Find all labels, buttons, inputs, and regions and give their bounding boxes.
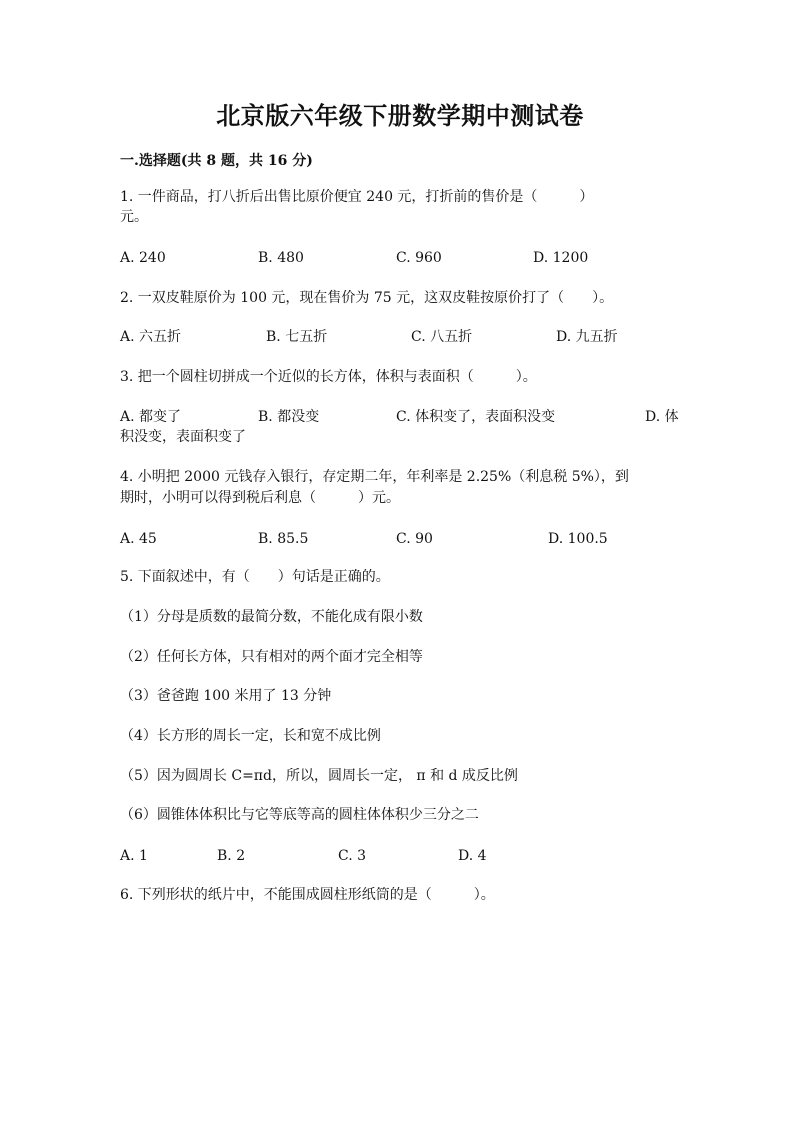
question-2-option-a: A. 六五折 <box>120 329 182 345</box>
question-5-statement-6: （6）圆锥体体积比与它等底等高的圆柱体体积少三分之二 <box>120 807 479 823</box>
question-3-option-d-cont: 积没变，表面积变了 <box>120 429 246 445</box>
question-1-option-c: C. 960 <box>396 250 442 266</box>
question-4-text: 4. 小明把 2000 元钱存入银行，存定期二年，年利率是 2.25%（利息税 5%），到 <box>120 469 629 485</box>
question-3-option-b: B. 都没变 <box>258 409 320 425</box>
question-5-statement-4: （4）长方形的周长一定，长和宽不成比例 <box>120 728 381 744</box>
question-5-statement-1: （1）分母是质数的最简分数，不能化成有限小数 <box>120 609 423 625</box>
question-5-text: 5. 下面叙述中，有（ ）句话是正确的。 <box>120 569 390 585</box>
question-1-option-d: D. 1200 <box>533 250 589 266</box>
question-4-option-d: D. 100.5 <box>548 531 608 547</box>
question-5-option-b: B. 2 <box>217 848 246 864</box>
page-title: 北京版六年级下册数学期中测试卷 <box>216 101 584 130</box>
question-2-text: 2. 一双皮鞋原价为 100 元，现在售价为 75 元，这双皮鞋按原价打了（ ）。 <box>120 290 614 306</box>
question-5-statement-2: （2）任何长方体，只有相对的两个面才完全相等 <box>120 649 423 665</box>
question-2-option-d: D. 九五折 <box>556 329 618 345</box>
question-6-text: 6. 下列形状的纸片中，不能围成圆柱形纸筒的是（ ）。 <box>120 887 495 903</box>
question-1-text: 1. 一件商品，打八折后出售比原价便宜 240 元，打折前的售价是（ ） <box>120 189 594 205</box>
section-heading: 一.选择题(共 8 题，共 16 分) <box>120 153 313 169</box>
question-4-text-cont: 期时，小明可以得到税后利息（ ）元。 <box>120 490 400 506</box>
question-5-option-a: A. 1 <box>120 848 148 864</box>
question-5-option-d: D. 4 <box>458 848 487 864</box>
question-3-option-a: A. 都变了 <box>120 409 182 425</box>
question-1-option-a: A. 240 <box>120 250 166 266</box>
question-3-text: 3. 把一个圆柱切拼成一个近似的长方体，体积与表面积（ ）。 <box>120 369 537 385</box>
question-5-statement-5: （5）因为圆周长 C=πd，所以，圆周长一定， π 和 d 成反比例 <box>120 768 518 784</box>
question-1-option-b: B. 480 <box>258 250 304 266</box>
question-5-option-c: C. 3 <box>338 848 367 864</box>
question-4-option-c: C. 90 <box>396 531 433 547</box>
question-4-option-b: B. 85.5 <box>258 531 309 547</box>
question-3-option-d: D. 体 <box>645 409 679 425</box>
question-1-text-cont: 元。 <box>120 209 148 225</box>
question-5-statement-3: （3）爸爸跑 100 米用了 13 分钟 <box>120 688 332 704</box>
question-2-option-b: B. 七五折 <box>266 329 328 345</box>
question-3-option-c: C. 体积变了，表面积没变 <box>396 409 556 425</box>
question-2-option-c: C. 八五折 <box>411 329 473 345</box>
question-4-option-a: A. 45 <box>120 531 157 547</box>
